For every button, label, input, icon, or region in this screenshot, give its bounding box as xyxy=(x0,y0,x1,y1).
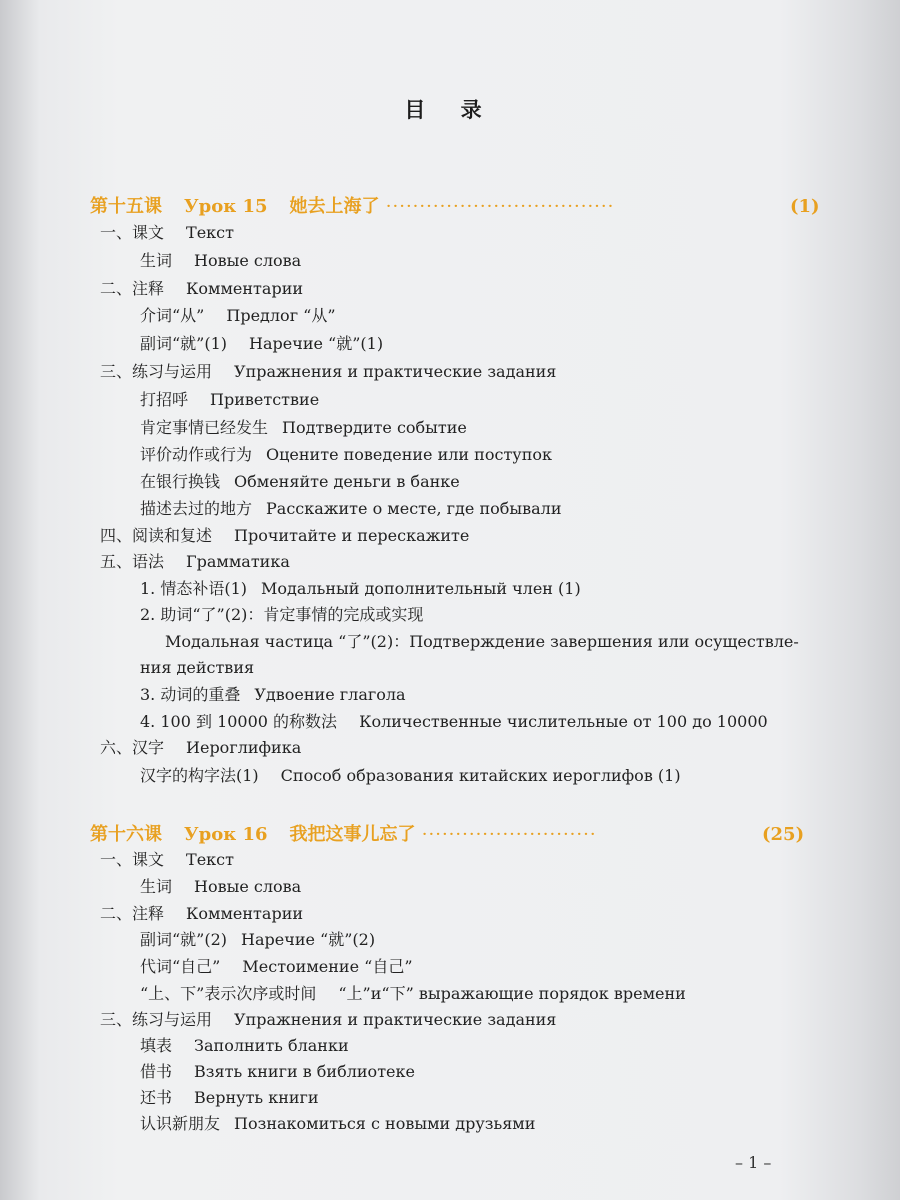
entry-ru: “上”и“下” выражающие порядок времени xyxy=(338,984,686,1003)
entry-cn: 三、练习与运用 xyxy=(100,1010,213,1029)
toc-entry xyxy=(140,877,301,897)
toc-entry xyxy=(140,445,552,465)
toc-entry xyxy=(100,552,290,572)
entry-cn: 一、课文 xyxy=(100,223,165,242)
toc-entry xyxy=(140,472,460,492)
entry-cn: 描述去过的地方 xyxy=(140,499,253,518)
entry-cn: “上、下”表示次序或时间 xyxy=(140,984,317,1003)
entry-ru: Удвоение глагола xyxy=(254,685,406,704)
entry-ru: Комментарии xyxy=(186,279,304,298)
entry-cn: 在银行换钱 xyxy=(140,472,221,491)
entry-ru: Расскажите о месте, где побывали xyxy=(266,499,562,518)
entry-ru: Наречие “就”(2) xyxy=(241,930,376,949)
entry-cn: 还书 xyxy=(140,1088,173,1107)
entry-cn: 汉字的构字法(1) xyxy=(140,766,259,785)
entry-ru: Упражнения и практические задания xyxy=(234,362,557,381)
entry-ru: Взять книги в библиотеке xyxy=(194,1062,415,1081)
lesson-number-cn: 第十六课 xyxy=(90,824,162,845)
entry-cn: 副词“就”(1) xyxy=(140,334,228,353)
toc-entry xyxy=(100,904,303,924)
entry-ru: Комментарии xyxy=(186,904,304,923)
toc-entry xyxy=(100,526,469,546)
entry-ru: Обменяйте деньги в банке xyxy=(234,472,460,491)
lesson-title: 我把这事儿忘了 xyxy=(289,824,416,845)
lesson-heading-16 xyxy=(90,824,805,846)
entry-ru: Приветствие xyxy=(210,390,320,409)
entry-ru: Местоимение “自己” xyxy=(242,957,413,976)
entry-ru: Вернуть книги xyxy=(194,1088,319,1107)
leader-dots: ·························· xyxy=(421,824,597,845)
entry-ru: Текст xyxy=(186,223,234,242)
toc-entry xyxy=(140,658,254,678)
entry-ru: Подтвердите событие xyxy=(282,418,467,437)
toc-entry xyxy=(140,251,301,271)
toc-entry xyxy=(140,499,561,519)
entry-ru: Грамматика xyxy=(186,552,290,571)
entry-ru: Предлог “从” xyxy=(226,306,336,325)
entry-cn: 一、课文 xyxy=(100,850,165,869)
entry-cn: 3. 动词的重叠 xyxy=(140,685,241,704)
entry-cn: 副词“就”(2) xyxy=(140,930,228,949)
leader-dots: ·································· xyxy=(385,196,615,217)
toc-entry xyxy=(140,984,686,1004)
lesson-page-number: (1) xyxy=(790,196,820,217)
entry-cn: 2. 助词“了”(2)：肯定事情的完成或实现 xyxy=(140,605,424,624)
entry-cn: 肯定事情已经发生 xyxy=(140,418,269,437)
toc-entry xyxy=(140,334,383,354)
toc-entry xyxy=(140,1036,349,1056)
lesson-heading-15 xyxy=(90,196,820,218)
entry-cn: 生词 xyxy=(140,251,173,270)
entry-cn: 介词“从” xyxy=(140,306,205,325)
entry-ru: Оцените поведение или поступок xyxy=(266,445,552,464)
toc-entry xyxy=(140,418,467,438)
entry-cn: 三、练习与运用 xyxy=(100,362,213,381)
entry-ru: Модальный дополнительный член (1) xyxy=(261,579,581,598)
toc-entry xyxy=(100,1010,556,1030)
toc-entry xyxy=(140,1088,319,1108)
toc-entry xyxy=(100,223,234,243)
toc-entry xyxy=(140,579,581,599)
entry-cn: 1. 情态补语(1) xyxy=(140,579,248,598)
entry-cn: 填表 xyxy=(140,1036,173,1055)
entry-cn: 六、汉字 xyxy=(100,738,165,757)
entry-cn: 五、语法 xyxy=(100,552,165,571)
page-number: – 1 – xyxy=(735,1153,772,1172)
entry-ru: Познакомиться с новыми друзьями xyxy=(234,1114,536,1133)
toc-entry xyxy=(100,850,234,870)
toc-entry xyxy=(140,390,319,410)
toc-entry xyxy=(140,605,423,625)
lesson-title: 她去上海了 xyxy=(289,196,380,217)
entry-cn: 4. 100 到 10000 的称数法 xyxy=(140,712,338,731)
entry-cn: 四、阅读和复述 xyxy=(100,526,213,545)
entry-ru: Новые слова xyxy=(194,251,302,270)
toc-entry xyxy=(140,957,413,977)
entry-ru: Упражнения и практические задания xyxy=(234,1010,557,1029)
entry-cn: 评价动作或行为 xyxy=(140,445,253,464)
entry-cn: 代词“自己” xyxy=(140,957,221,976)
toc-entry xyxy=(100,279,303,299)
entry-cn: 二、注释 xyxy=(100,904,165,923)
toc-entry xyxy=(140,685,406,705)
entry-ru: Количественные числительные от 100 до 10000 xyxy=(359,712,768,731)
entry-ru: Модальная частица “了”(2)：Подтверждение завершения или осуществле- xyxy=(165,632,799,651)
entry-cn: 生词 xyxy=(140,877,173,896)
toc-entry xyxy=(165,632,799,652)
entry-ru: Способ образования китайских иероглифов (1) xyxy=(280,766,681,785)
toc-entry xyxy=(140,712,768,732)
entry-ru: Прочитайте и перескажите xyxy=(234,526,470,545)
toc-entry xyxy=(140,1062,415,1082)
toc-entry xyxy=(100,362,556,382)
entry-ru: Новые слова xyxy=(194,877,302,896)
toc-entry xyxy=(140,766,681,786)
toc-entry xyxy=(140,930,375,950)
entry-ru: Наречие “就”(1) xyxy=(249,334,384,353)
entry-ru: Заполнить бланки xyxy=(194,1036,349,1055)
entry-cn: 打招呼 xyxy=(140,390,189,409)
toc-entry xyxy=(100,738,301,758)
entry-ru: Текст xyxy=(186,850,234,869)
lesson-number-ru: Урок 15 xyxy=(184,196,268,217)
entry-cn: 二、注释 xyxy=(100,279,165,298)
entry-ru: Иероглифика xyxy=(186,738,302,757)
lesson-page-number: (25) xyxy=(762,824,805,845)
toc-entry xyxy=(140,306,336,326)
lesson-number-ru: Урок 16 xyxy=(184,824,268,845)
lesson-number-cn: 第十五课 xyxy=(90,196,162,217)
entry-cn: 认识新朋友 xyxy=(140,1114,221,1133)
entry-cn: 借书 xyxy=(140,1062,173,1081)
toc-entry xyxy=(140,1114,535,1134)
page-title: 目 录 xyxy=(404,97,496,122)
entry-ru: ния действия xyxy=(140,658,255,677)
